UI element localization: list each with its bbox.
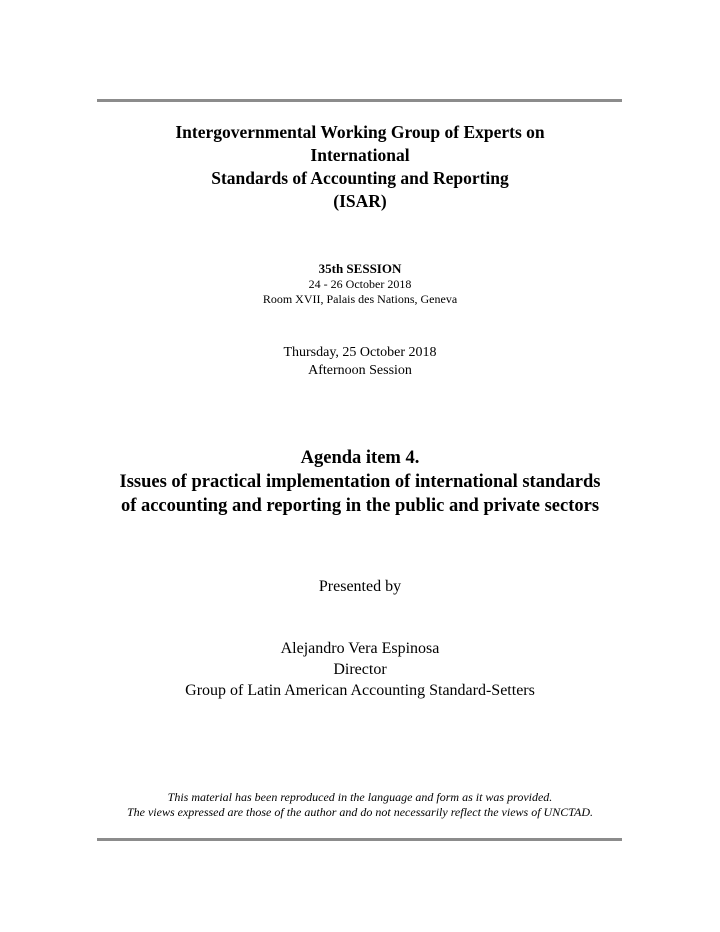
presenter-details (0, 638, 720, 701)
presented-by-label (0, 577, 720, 597)
organization-title (0, 121, 720, 213)
organization-title-line-4: (ISAR) (333, 191, 387, 211)
presenter-role: Director (333, 661, 387, 678)
agenda-heading (0, 446, 720, 518)
disclaimer (0, 790, 720, 820)
top-divider (97, 99, 622, 102)
session-venue: Room XVII, Palais des Nations, Geneva (262, 292, 458, 306)
meeting-day: Thursday, 25 October 2018 (283, 345, 437, 360)
organization-title-line-1: Intergovernmental Working Group of Experts on (175, 122, 545, 142)
presented-by-text: Presented by (318, 578, 402, 595)
presenter-organization: Group of Latin American Accounting Standard-Setters (185, 682, 535, 699)
meeting-date (0, 344, 720, 380)
presenter-name: Alejandro Vera Espinosa (280, 640, 440, 657)
session-info (0, 277, 720, 307)
disclaimer-line-1: This material has been reproduced in the language and form as it was provided. (167, 790, 553, 804)
meeting-period: Afternoon Session (308, 363, 412, 378)
agenda-title-line-1: Issues of practical implementation of international standards (119, 472, 601, 492)
disclaimer-line-2: The views expressed are those of the author and do not necessarily reflect the views of UNCTAD. (126, 805, 594, 819)
session-title-text: 35th SESSION (318, 261, 402, 276)
agenda-title-line-2: of accounting and reporting in the public and private sectors (120, 496, 600, 516)
organization-title-line-3: Standards of Accounting and Reporting (211, 168, 509, 188)
agenda-item-number: Agenda item 4. (300, 448, 420, 468)
bottom-divider (97, 838, 622, 841)
session-title (0, 261, 720, 277)
session-dates: 24 - 26 October 2018 (308, 277, 412, 291)
organization-title-line-2: International (310, 145, 410, 165)
